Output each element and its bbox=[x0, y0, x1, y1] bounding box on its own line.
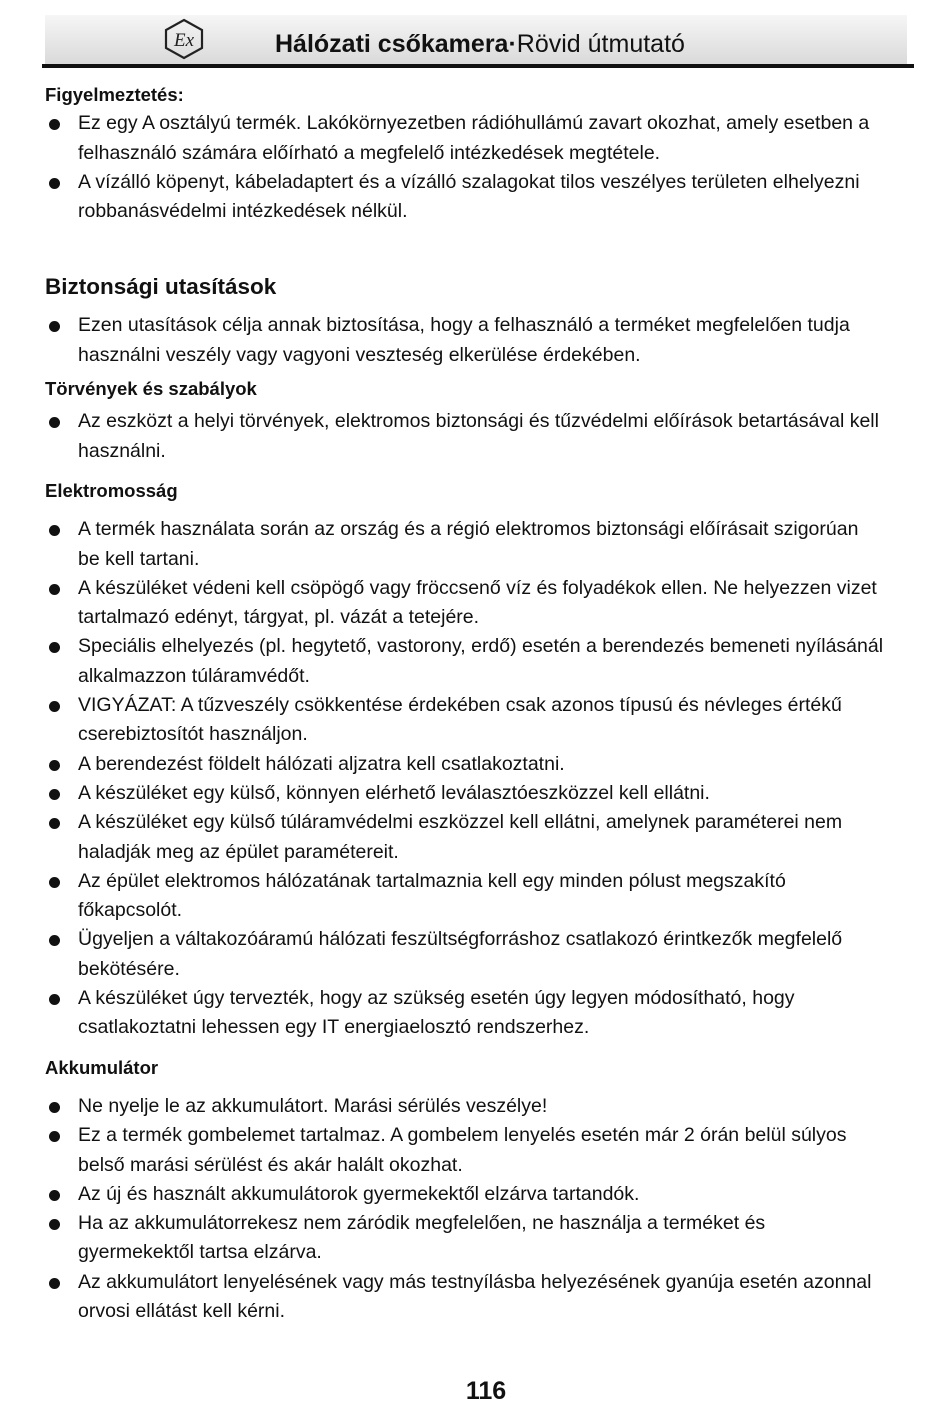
list-item: A készüléket egy külső, könnyen elérhető leválasztóeszközzel kell ellátni. bbox=[45, 779, 885, 808]
ex-explosion-protection-icon bbox=[162, 18, 206, 60]
safety-list bbox=[45, 311, 885, 370]
list-item: Ügyeljen a váltakozóáramú hálózati feszültségforráshoz csatlakozó érintkezők megfelelő bekötésére. bbox=[45, 925, 885, 984]
list-item: Speciális elhelyezés (pl. hegytető, vastorony, erdő) esetén a berendezés bemeneti nyílásánál alkalmazzon túláramvédőt. bbox=[45, 632, 885, 691]
svg-text:Ex: Ex bbox=[173, 30, 195, 51]
battery-list bbox=[45, 1092, 885, 1326]
title-main: Hálózati csőkamera· bbox=[275, 30, 517, 58]
main-content bbox=[45, 80, 885, 1326]
list-item: A készüléket védeni kell csöpögő vagy fröccsenő víz és folyadékok ellen. Ne helyezzen vizet tartalmazó edényt, tárgyat, pl. vázát a tetejére. bbox=[45, 574, 885, 633]
list-item: Ha az akkumulátorrekesz nem záródik megfelelően, ne használja a terméket és gyermekektől tartsa elzárva. bbox=[45, 1209, 885, 1268]
list-item: A készüléket úgy tervezték, hogy az szükség esetén úgy legyen módosítható, hogy csatlakoztatni lehessen egy IT energiaelosztó rendszerhez. bbox=[45, 984, 885, 1043]
list-item: Ezen utasítások célja annak biztosítása, hogy a felhasználó a terméket megfelelően tudja használni veszély vagy vagyoni veszteség elkerülése érdekében. bbox=[45, 311, 885, 370]
list-item: Az akkumulátort lenyelésének vagy más testnyílásba helyezésének gyanúja esetén azonnal orvosi ellátást kell kérni. bbox=[45, 1268, 885, 1327]
list-item: Az új és használt akkumulátorok gyermekektől elzárva tartandók. bbox=[45, 1180, 885, 1209]
list-item: Az épület elektromos hálózatának tartalmaznia kell egy minden pólust megszakító főkapcsolót. bbox=[45, 867, 885, 926]
title-sub: Rövid útmutató bbox=[516, 30, 685, 58]
header-rule bbox=[42, 64, 914, 68]
page-title bbox=[275, 27, 685, 61]
electricity-list bbox=[45, 515, 885, 1042]
list-item: VIGYÁZAT: A tűzveszély csökkentése érdekében csak azonos típusú és névleges értékű cserebiztosítót használjon. bbox=[45, 691, 885, 750]
list-item: Ez egy A osztályú termék. Lakókörnyezetben rádióhullámú zavart okozhat, amely esetben a felhasználó számára előírható a megfelelő intézkedések megtétele. bbox=[45, 109, 885, 168]
laws-list bbox=[45, 407, 885, 466]
list-item: A termék használata során az ország és a régió elektromos biztonsági előírásait szigorúan be kell tartani. bbox=[45, 515, 885, 574]
list-item: A vízálló köpenyt, kábeladaptert és a vízálló szalagokat tilos veszélyes területen elhelyezni robbanásvédelmi intézkedések nélkül. bbox=[45, 168, 885, 227]
battery-heading: Akkumulátor bbox=[45, 1056, 159, 1078]
safety-heading: Biztonsági utasítások bbox=[45, 274, 277, 300]
list-item: Ez a termék gombelemet tartalmaz. A gombelem lenyelés esetén már 2 órán belül súlyos belső marási sérülést és akár halált okozhat. bbox=[45, 1121, 885, 1180]
laws-heading: Törvények és szabályok bbox=[45, 378, 257, 400]
list-item: A berendezést földelt hálózati aljzatra kell csatlakoztatni. bbox=[45, 750, 885, 779]
page-number: 116 bbox=[465, 1377, 507, 1405]
list-item: Az eszközt a helyi törvények, elektromos biztonsági és tűzvédelmi előírások betartásával kell használni. bbox=[45, 407, 885, 466]
list-item: Ne nyelje le az akkumulátort. Marási sérülés veszélye! bbox=[45, 1092, 885, 1121]
warning-list bbox=[45, 109, 885, 226]
list-item: A készüléket egy külső túláramvédelmi eszközzel kell ellátni, amelynek paraméterei nem haladják meg az épület paramétereit. bbox=[45, 808, 885, 867]
electricity-heading: Elektromosság bbox=[45, 479, 178, 501]
warning-heading: Figyelmeztetés: bbox=[45, 84, 184, 105]
